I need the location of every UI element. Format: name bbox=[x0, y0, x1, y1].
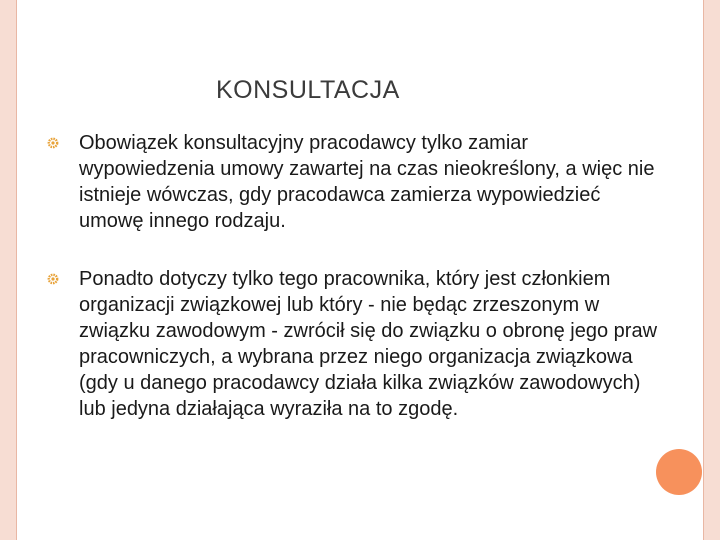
gear-bullet-icon bbox=[47, 137, 59, 149]
bullet-item-1 bbox=[42, 130, 662, 234]
decorative-circle bbox=[656, 449, 702, 495]
slide-border-left bbox=[16, 0, 17, 540]
slide-canvas bbox=[16, 0, 704, 540]
bullet-item-2 bbox=[42, 266, 662, 422]
gear-bullet-icon bbox=[47, 273, 59, 285]
bullet-text: Obowiązek konsultacyjny pracodawcy tylko zamiar wypowiedzenia umowy zawartej na czas nieokreślony, a więc nie istnieje wówczas, gdy pracodawca zamierza wypowiedzieć umowę innego rodzaju. bbox=[79, 132, 655, 232]
bullet-list bbox=[42, 130, 662, 454]
slide-border-right bbox=[703, 0, 704, 540]
bullet-text: Ponadto dotyczy tylko tego pracownika, który jest członkiem organizacji związkowej lub który - nie będąc zrzeszonym w związku zawodowym - zwrócił się do związku o obronę jego praw pracowniczych, a wybrana przez niego organizacja związkowa (gdy u danego pracodawcy działa kilka związków zawodowych) lub jedyna działająca wyraziła na to zgodę. bbox=[79, 268, 658, 420]
slide-title: KONSULTACJA bbox=[216, 76, 400, 104]
